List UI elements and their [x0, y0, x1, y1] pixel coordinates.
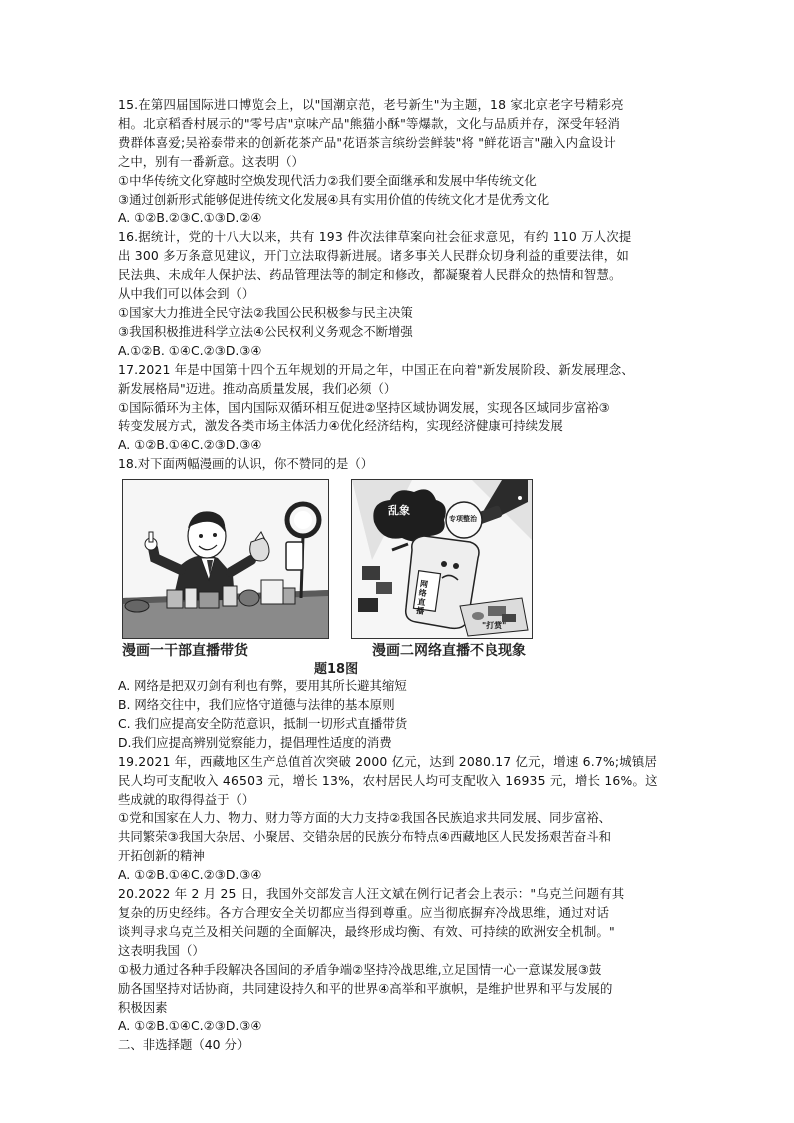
q17-choices: A. ①②B.①④C.②③D.③④ — [118, 437, 262, 453]
exam-page — [118, 96, 678, 1055]
q15-stem-line-1: 15.在第四届国际进口博览会上，以"国潮京范，老号新生"为主题，18 家北京老字号精彩亮 — [118, 97, 624, 112]
q15-stem-line-3: 费群体喜爱;吴裕泰带来的创新花茶产品"花语茶言缤纷尝鲜装"将 "鲜花语言"融入内盒设计 — [118, 134, 616, 150]
q16-stem-line-4: 从中我们可以体会到（） — [118, 286, 255, 302]
q20-stem-line-1: 20.2022 年 2 月 25 日，我国外交部发言人汪文斌在例行记者会上表示："乌克兰问题有其 — [118, 886, 625, 902]
q19-stem-line-2: 民人均可支配收入 46503 元，增长 13%，农村居民人均可支配收入 16935 元，增长 16%。这 — [118, 772, 658, 788]
q18-option-b: B. 网络交往中，我们应恪守道德与法律的基本原则 — [118, 697, 395, 713]
figure-title: 题18图 — [314, 662, 359, 678]
question-16 — [118, 228, 678, 360]
q18-option-c: C. 我们应提高安全防范意识，抵制一切形式直播带货 — [118, 715, 408, 731]
comic-2-stamp-label: 专项整治 — [449, 515, 477, 524]
q15-choices: A. ①②B.②③C.①③D.②④ — [118, 210, 262, 226]
comic-2-caption: 漫画二网络直播不良现象 — [372, 643, 526, 660]
q17-options-line-2: 转变发展方式，激发各类市场主体活力④优化经济结构，实现经济健康可持续发展 — [118, 418, 563, 434]
comic-2-bottle-label: 网络直播 — [415, 579, 429, 617]
q20-options-line-3: 积极因素 — [118, 999, 168, 1015]
comic-2-cloud-label: 乱象 — [388, 504, 410, 518]
q20-stem-line-2: 复杂的历史经纬。各方合理安全关切都应当得到尊重。应当彻底摒弃冷战思维，通过对话 — [118, 905, 610, 920]
comic-2-panel — [351, 479, 533, 639]
q19-options-line-3: 开拓创新的精神 — [118, 848, 205, 864]
q15-stem-line-2: 相。北京稻香村展示的"零号店"京味产品"熊猫小酥"等爆款，文化与品质并存，深受年轻消 — [118, 115, 621, 131]
comic-2-tag-label: "打赏" — [482, 621, 507, 631]
q18-option-a: A. 网络是把双刃剑有利也有弊，要用其所长避其缩短 — [118, 678, 407, 694]
q20-choices: A. ①②B.①④C.②③D.③④ — [118, 1018, 262, 1034]
q19-stem-line-1: 19.2021 年，西藏地区生产总值首次突破 2000 亿元，达到 2080.17 亿元，增速 6.7%;城镇居 — [118, 753, 658, 769]
q20-options-line-2: 励各国坚持对话协商，共同建设持久和平的世界④高举和平旗帜，是维护世界和平与发展的 — [118, 980, 613, 996]
question-20 — [118, 885, 678, 1036]
q17-options-line-1: ①国际循环为主体，国内国际双循环相互促进②坚持区域协调发展，实现各区域同步富裕③ — [118, 399, 610, 415]
q18-figure — [118, 477, 538, 678]
q16-choices: A.①②B. ①④C.②③D.③④ — [118, 342, 262, 358]
q16-options-line-2: ③我国积极推进科学立法④公民权利义务观念不断增强 — [118, 323, 413, 339]
q16-options-line-1: ①国家大力推进全民守法②我国公民积极参与民主决策 — [118, 304, 413, 320]
question-15 — [118, 96, 678, 228]
comic-1-illustration — [123, 480, 328, 638]
q20-stem-line-4: 这表明我国（） — [118, 942, 205, 958]
q20-stem-line-3: 谈判寻求乌克兰及相关问题的全面解决，最终形成均衡、有效、可持续的欧洲安全机制。" — [118, 923, 615, 939]
comic-2-illustration — [352, 480, 532, 638]
question-18 — [118, 455, 678, 753]
q16-stem-line-2: 出 300 多万条意见建议，开门立法取得新进展。诸多事关人民群众切身利益的重要法律，如 — [118, 248, 629, 264]
question-17 — [118, 361, 678, 456]
question-19 — [118, 753, 678, 885]
q18-option-d: D.我们应提高辨别觉察能力，提倡理性适度的消费 — [118, 734, 392, 750]
comic-1-caption: 漫画一干部直播带货 — [122, 643, 248, 660]
q17-stem-line-1: 17.2021 年是中国第十四个五年规划的开局之年，中国正在向着"新发展阶段、新发展理念、 — [118, 361, 634, 377]
q15-options-line-2: ③通过创新形式能够促进传统文化发展④具有实用价值的传统文化才是优秀文化 — [118, 191, 550, 207]
q17-stem-line-2: 新发展格局"迈进。推动高质量发展，我们必须（） — [118, 380, 397, 396]
section-2-heading: 二、非选择题（40 分） — [118, 1037, 250, 1053]
q19-options-line-2: 共同繁荣③我国大杂居、小聚居、交错杂居的民族分布特点④西藏地区人民发扬艰苦奋斗和 — [118, 829, 612, 845]
comic-1-panel — [122, 479, 329, 639]
q19-stem-line-3: 些成就的取得得益于（） — [118, 791, 255, 807]
q20-options-line-1: ①极力通过各种手段解决各国间的矛盾争端②坚持冷战思维,立足国情一心一意谋发展③鼓 — [118, 961, 602, 977]
q19-choices: A. ①②B.①④C.②③D.③④ — [118, 867, 262, 883]
q19-options-line-1: ①党和国家在人力、物力、财力等方面的大力支持②我国各民族追求共同发展、同步富裕、 — [118, 810, 612, 826]
q16-stem-line-1: 16.据统计，党的十八大以来，共有 193 件次法律草案向社会征求意见，有约 110 万人次提 — [118, 229, 632, 245]
q15-options-line-1: ①中华传统文化穿越时空焕发现代活力②我们要全面继承和发展中华传统文化 — [118, 172, 537, 188]
q18-stem: 18.对下面两幅漫画的认识，你不赞同的是（） — [118, 456, 374, 472]
q15-stem-line-4: 之中，别有一番新意。这表明（） — [118, 153, 304, 169]
q16-stem-line-3: 民法典、未成年人保护法、药品管理法等的制定和修改，都凝聚着人民群众的热情和智慧。 — [118, 267, 622, 283]
